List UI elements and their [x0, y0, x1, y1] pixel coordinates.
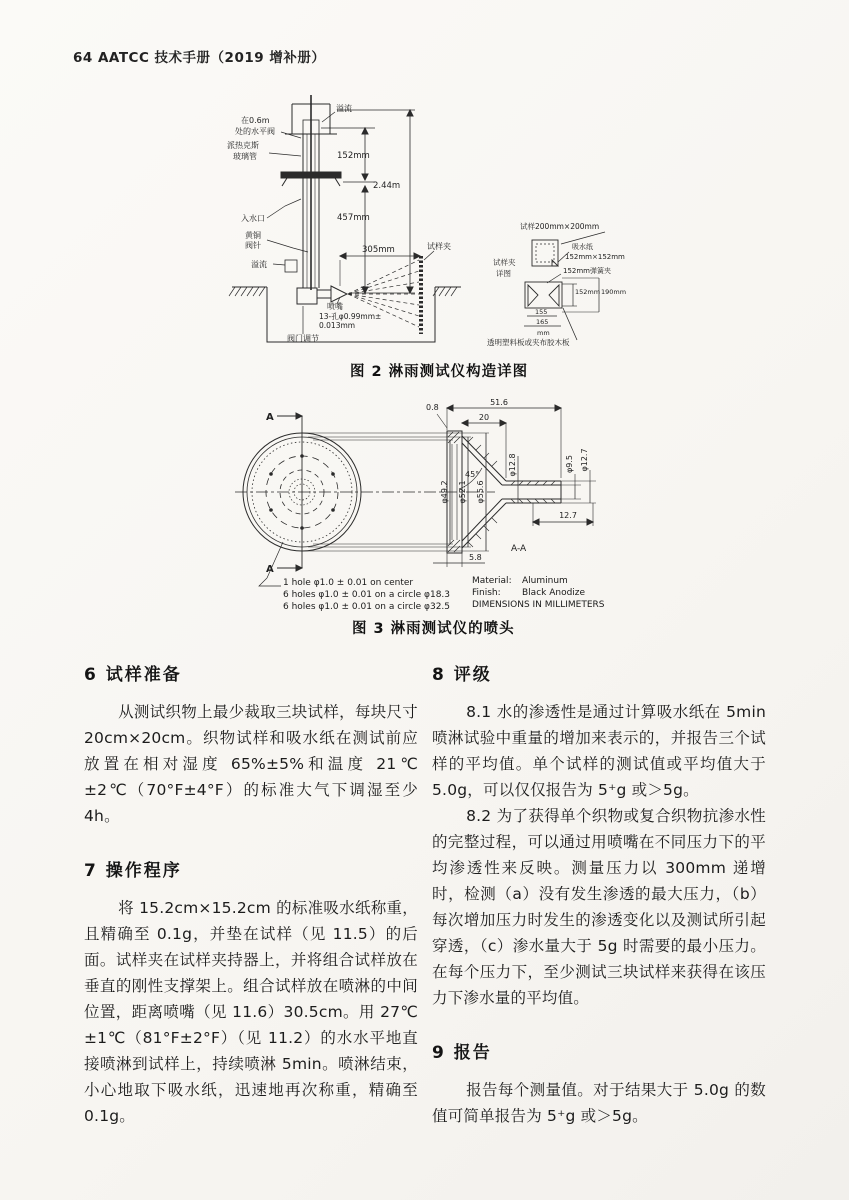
- section-8-heading: 8 评级: [432, 665, 492, 685]
- fig2-dim-305mm: 305mm: [362, 245, 395, 255]
- fig3-dim-len127: 12.7: [559, 511, 577, 520]
- fig2-detail-d152: 152mm: [575, 288, 601, 296]
- finish-label: Finish:: [472, 588, 501, 598]
- fig3-dim-20: 20: [478, 413, 490, 422]
- section-9-heading: 9 报告: [432, 1043, 492, 1063]
- section-6-paragraph: 从测试织物上最少裁取三块试样，每块尺寸20cm×20cm。织物试样和吸水纸在测试前应放置在相对湿度 65%±5%和温度 21℃±2℃（70°F±4°F）的标准大气下调湿至少 4h。: [84, 703, 418, 825]
- section-8-paragraph-2: 8.2 为了获得单个织物或复合织物抗渗水性的完整过程，可以通过用喷嘴在不同压力下的平均渗透性来反映。测量压力以 300mm 递增时，检测（a）没有发生渗透的最大压力，（b）每次增加压力时发生的渗透变化以及测试所引起穿透，（c）渗水量大于 5g 时需要的最小压力。在每个压力下，至少测试三块试样来获得在该压力下渗水量的平均值。: [432, 807, 766, 1007]
- fig3-section-label-aa: A-A: [511, 544, 527, 554]
- fig2-label-nozzle-1: 喷嘴: [327, 302, 343, 311]
- fig3-dim-45deg: 45°: [465, 470, 480, 479]
- fig2-detail-clamp-1: 试样夹: [493, 258, 516, 267]
- fig2-label-valve06-1: 在0.6m: [241, 116, 270, 125]
- section-7-heading: 7 操作程序: [84, 861, 182, 881]
- fig3-dim-d52: φ52.1: [458, 480, 467, 504]
- right-column: [432, 660, 766, 1129]
- fig2-label-brass-1: 黄铜: [245, 231, 261, 240]
- fig3-section-letter-top: A: [266, 412, 274, 423]
- fig3-section-letter-bottom: A: [266, 564, 274, 575]
- fig3-dim-516: 51.6: [490, 398, 508, 407]
- fig2-label-valve-adjust: 阀门调节: [287, 334, 319, 343]
- fig3-face-view: [235, 413, 495, 586]
- fig3-dim-d95: φ9.5: [565, 455, 574, 473]
- fig2-detail-paper-2: 152mm×152mm: [565, 253, 625, 261]
- page-header: 64 AATCC 技术手册（2019 增补册）: [73, 50, 326, 66]
- figure3-caption: 图 3 淋雨测试仪的喷头: [352, 621, 515, 637]
- fig2-label-overflow-top: 溢流: [336, 104, 352, 113]
- fig2-dim-152mm: 152mm: [337, 151, 370, 161]
- fig2-label-clamp: 试样夹: [427, 242, 451, 251]
- fig3-dim-08: 0.8: [426, 403, 439, 412]
- note-line: 1 hole φ1.0 ± 0.01 on center: [283, 578, 414, 588]
- fig3-dim-d49: φ49.2: [440, 480, 449, 504]
- fig2-detail-d155: 155: [535, 308, 548, 316]
- fig2-label-nozzle-3: 0.013mm: [319, 321, 356, 330]
- fig2-label-inlet: 入水口: [241, 214, 265, 223]
- section-9-paragraph: 报告每个测量值。对于结果大于 5.0g 的数值可简单报告为 5⁺g 或＞5g。: [432, 1081, 766, 1125]
- dimensions-note: DIMENSIONS IN MILLIMETERS: [472, 600, 605, 610]
- section-8-paragraph-1: 8.1 水的渗透性是通过计算吸水纸在 5min 喷淋试验中重量的增加来表示的，并报告三个试样的平均值。单个试样的测试值或平均值大于 5.0g，可以仅仅报告为 5⁺g 或＞5g。: [432, 703, 766, 799]
- fig2-detail-mm: mm: [537, 329, 550, 337]
- fig2-dim-457mm: 457mm: [337, 213, 370, 223]
- fig2-detail-clamp-2: 详图: [496, 269, 511, 278]
- section-6-heading: 6 试样准备: [84, 665, 182, 685]
- fig3-dim-d127: φ12.7: [580, 448, 589, 472]
- fig3-dim-d55: φ55.6: [476, 480, 485, 504]
- fig3-dim-58: 5.8: [469, 553, 482, 562]
- section-7-paragraph: 将 15.2cm×15.2cm 的标准吸水纸称重，且精确至 0.1g，并垫在试样（见 11.5）的后面。试样夹在试样夹持器上，并将组合试样放在垂直的刚性支撑架上。组合试样放在喷淋的中间位置，距离喷嘴（见 11.6）30.5cm。用 27℃±1℃（81°F±2°F）（见 11.2）的水水平地直接喷淋到试样上，持续喷淋 5min。喷淋结束，小心地取下吸水纸，迅速地再次称重，精确至 0.1g。: [84, 899, 418, 1125]
- fig2-label-glass-tube: 玻璃管: [233, 152, 257, 161]
- fig2-label-pyrex: 派热克斯: [227, 141, 259, 150]
- fig2-detail-d190: 190mm: [601, 288, 627, 296]
- fig2-label-valve06-2: 处的水平阀: [235, 127, 275, 136]
- figure3-material-notes: [472, 575, 604, 611]
- left-column: [84, 660, 418, 1129]
- figure2-caption: 图 2 淋雨测试仪构造详图: [350, 364, 529, 380]
- fig3-dim-d128: φ12.8: [508, 453, 517, 477]
- fig2-detail-d165: 165: [536, 318, 549, 326]
- fig2-detail-paper-1: 吸水纸: [572, 243, 593, 251]
- fig2-label-nozzle-2: 13-孔φ0.99mm±: [319, 312, 382, 321]
- fig2-detail-specimen: 试样200mm×200mm: [520, 222, 600, 231]
- figure3-hole-notes: [283, 577, 450, 613]
- fig2-label-overflow-mid: 溢流: [251, 260, 267, 269]
- figure2-diagram: [225, 90, 665, 368]
- note-line: 6 holes φ1.0 ± 0.01 on a circle φ18.3: [283, 590, 451, 600]
- fig2-detail-board: 透明塑料板或夹布胶木板: [487, 338, 570, 347]
- material-label: Material:: [472, 576, 512, 586]
- fig2-label-brass-2: 阀针: [245, 241, 261, 250]
- fig2-detail-spring: 152mm弹簧夹: [563, 267, 611, 275]
- note-line: 6 holes φ1.0 ± 0.01 on a circle φ32.5: [283, 602, 451, 612]
- finish-value: Black Anodize: [522, 588, 586, 598]
- fig2-dim-244m: 2.44m: [373, 181, 401, 191]
- material-value: Aluminum: [522, 576, 568, 586]
